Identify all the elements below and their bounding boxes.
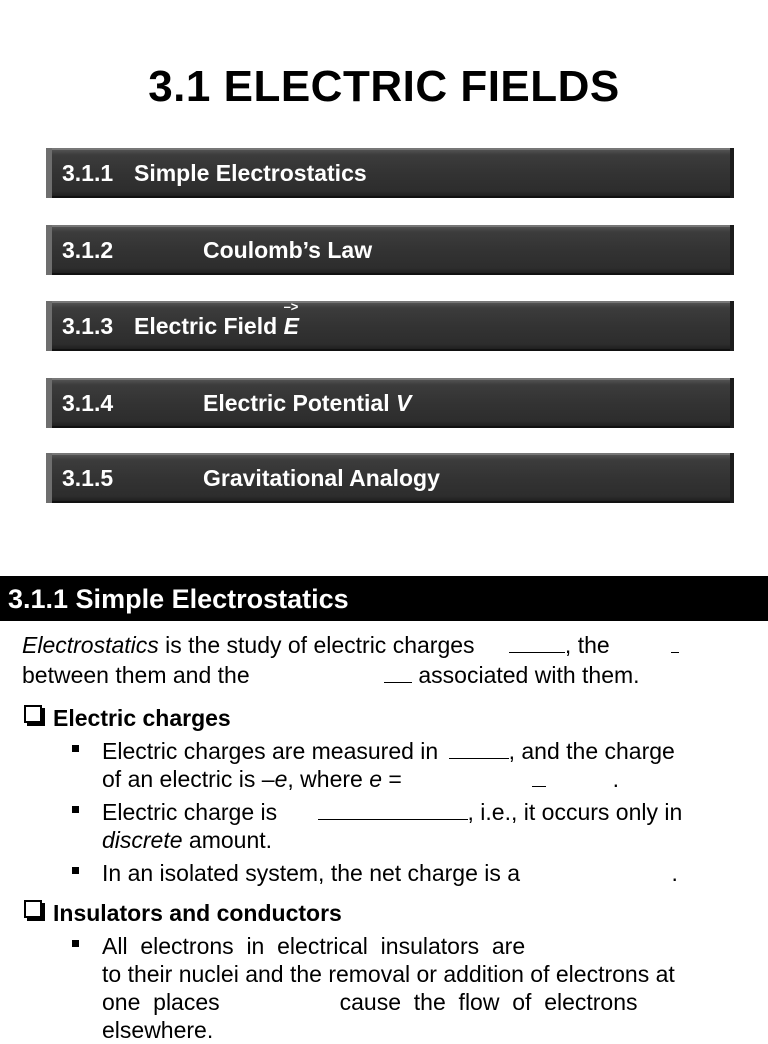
bullet-text: amount. [182, 827, 273, 853]
section-title: 3.1.1 Simple Electrostatics [8, 584, 349, 614]
menu-item-label: Electric Potential [203, 390, 390, 416]
menu-item-number: 3.1.2 [62, 237, 114, 263]
bullet-text: = [382, 766, 402, 792]
menu-item-number: 3.1.1 [62, 160, 114, 186]
intro-line-1 [22, 632, 679, 659]
charges-bullet-1-line-1 [102, 738, 675, 765]
intro-text: between them and the [22, 662, 250, 688]
menu-item-number: 3.1.4 [62, 390, 114, 416]
menu-item-number: 3.1.5 [62, 465, 114, 491]
answer-blank[interactable] [449, 740, 509, 759]
menu-item-electric-field[interactable] [46, 301, 734, 351]
menu-item-label: Electric Field [134, 313, 278, 339]
subheading-electric-charges: Electric charges [53, 705, 231, 731]
term-electrostatics: Electrostatics [22, 632, 159, 658]
answer-blank[interactable] [318, 801, 468, 820]
bullet-icon [72, 806, 79, 813]
charges-bullet-1-line-2 [102, 766, 619, 793]
menu-item-gravitational-analogy[interactable] [46, 453, 734, 503]
bullet-text: , and the charge [508, 738, 675, 764]
menu-item-simple-electrostatics[interactable] [46, 148, 734, 198]
menu-item-label: Simple Electrostatics [134, 160, 367, 186]
symbol-v: V [396, 390, 412, 416]
insulators-bullet-1-line-4: elsewhere. [102, 1017, 214, 1043]
bullet-text: . [671, 860, 678, 886]
answer-blank[interactable] [671, 634, 679, 653]
intro-text: associated with them. [418, 662, 640, 688]
bullet-text: , where [287, 766, 370, 792]
vector-e-symbol [283, 299, 299, 339]
menu-item-label-wrap [203, 390, 411, 417]
bullet-text: Electric charges are measured in [102, 738, 439, 764]
insulators-bullet-1-line-3 [102, 989, 638, 1016]
bullet-text: , i.e., it occurs only in [467, 799, 683, 825]
menu-item-label: Coulomb’s Law [203, 237, 373, 263]
vector-arrow-icon: –> [283, 299, 299, 314]
answer-blank[interactable] [532, 768, 546, 787]
insulators-bullet-1-line-2: to their nuclei and the removal or addition of electrons at [102, 961, 675, 987]
bullet-text: one places [102, 989, 220, 1015]
bullet-text: . [612, 766, 620, 792]
answer-blank[interactable] [384, 664, 412, 683]
page-title: 3.1 ELECTRIC FIELDS [148, 62, 620, 111]
intro-text: , the [564, 632, 610, 658]
bullet-text: In an isolated system, the net charge is a [102, 860, 521, 886]
charges-bullet-2-line-1 [102, 799, 682, 826]
symbol-e: e [274, 766, 288, 792]
subheading-insulators-conductors: Insulators and conductors [53, 900, 342, 926]
charges-bullet-3 [102, 860, 678, 887]
charges-bullet-2-line-2 [102, 827, 272, 854]
term-discrete: discrete [102, 827, 183, 853]
bullet-icon [72, 745, 79, 752]
bullet-text: of an electric is – [102, 766, 275, 792]
intro-line-2 [22, 662, 640, 689]
symbol-e: E [283, 313, 299, 339]
answer-blank[interactable] [509, 634, 565, 653]
menu-item-electric-potential[interactable] [46, 378, 734, 428]
intro-text: is the study of electric charges [158, 632, 475, 658]
insulators-bullet-1-line-1: All electrons in electrical insulators are [102, 933, 526, 959]
bullet-text: Electric charge is [102, 799, 278, 825]
menu-item-coulombs-law[interactable] [46, 225, 734, 275]
bullet-text: cause the flow of electrons [339, 989, 638, 1015]
menu-item-label: Gravitational Analogy [203, 465, 440, 491]
symbol-e: e [369, 766, 383, 792]
checkbox-icon [24, 705, 42, 723]
section-header [0, 576, 768, 621]
checkbox-icon [24, 900, 42, 918]
menu-item-label-wrap [134, 299, 299, 340]
menu-item-number: 3.1.3 [62, 313, 114, 339]
bullet-icon [72, 867, 79, 874]
bullet-icon [72, 940, 79, 947]
